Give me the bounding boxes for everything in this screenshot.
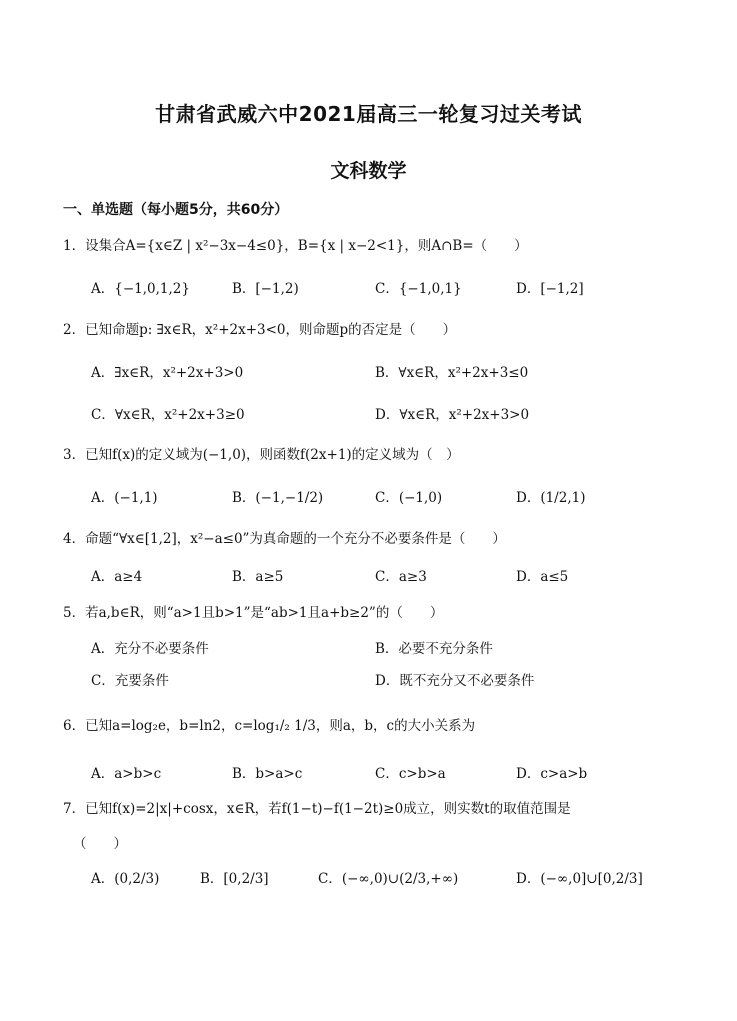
question-7-option-a: A．(0,2/3)	[91, 871, 160, 887]
question-7-option-c: C．(−∞,0)∪(2/3,+∞)	[318, 871, 459, 887]
exam-title: 甘肃省武威六中2021届高三一轮复习过关考试	[155, 102, 582, 126]
question-1-option-d: D．[−1,2]	[516, 281, 584, 297]
question-5-stem: 5．若a,b∈R，则“a>1且b>1”是“ab>1且a+b≥2”的（ ）	[63, 605, 444, 621]
question-4-option-a: A．a≥4	[91, 569, 143, 585]
question-1-stem: 1．设集合A={x∈Z | x²−3x−4≤0}，B={x | x−2<1}，则A∩B=（ ）	[63, 238, 528, 254]
section-heading: 一、单选题（每小题5分，共60分）	[63, 202, 289, 218]
question-3-stem: 3．已知f(x)的定义域为(−1,0)，则函数f(2x+1)的定义域为（ ）	[63, 447, 460, 463]
question-7-option-b: B．[0,2/3]	[200, 871, 269, 887]
question-3-option-c: C．(−1,0)	[375, 490, 443, 506]
question-2-option-a: A．∃x∈R，x²+2x+3>0	[91, 365, 244, 381]
question-6-option-a: A．a>b>c	[91, 766, 162, 782]
question-3-option-d: D．(1/2,1)	[516, 490, 586, 506]
question-4-option-b: B．a≥5	[232, 569, 284, 585]
question-3-option-a: A．(−1,1)	[91, 490, 158, 506]
question-7-stem: 7．已知f(x)=2|x|+cosx，x∈R，若f(1−t)−f(1−2t)≥0成立，则实数t的取值范围是	[63, 801, 571, 817]
question-6-option-b: B．b>a>c	[232, 766, 303, 782]
question-4-option-c: C．a≥3	[375, 569, 427, 585]
question-2-option-b: B．∀x∈R，x²+2x+3≤0	[375, 365, 529, 381]
question-5-option-d: D．既不充分又不必要条件	[375, 673, 535, 689]
question-1-option-b: B．[−1,2)	[232, 281, 299, 297]
question-4-stem: 4．命题“∀x∈[1,2]，x²−a≤0”为真命题的一个充分不必要条件是（ ）	[63, 531, 506, 547]
question-2-option-c: C．∀x∈R，x²+2x+3≥0	[91, 407, 245, 423]
question-5-option-b: B．必要不充分条件	[375, 641, 493, 657]
question-1-option-a: A．{−1,0,1,2}	[91, 281, 190, 297]
question-6-stem: 6．已知a=log₂e，b=ln2，c=log₁/₂ 1/3，则a，b，c的大小关系为	[63, 718, 476, 734]
question-7-option-d: D．(−∞,0]∪[0,2/3]	[516, 871, 643, 887]
question-6-option-d: D．c>a>b	[516, 766, 588, 782]
question-5-option-a: A．充分不必要条件	[91, 641, 209, 657]
question-7-answer-blank: （ ）	[73, 836, 127, 852]
question-3-option-b: B．(−1,−1/2)	[232, 490, 324, 506]
exam-subtitle: 文科数学	[330, 160, 407, 182]
question-2-stem: 2．已知命题p: ∃x∈R，x²+2x+3<0，则命题p的否定是（ ）	[63, 322, 457, 338]
question-5-option-c: C．充要条件	[91, 673, 169, 689]
question-4-option-d: D．a≤5	[516, 569, 569, 585]
question-6-option-c: C．c>b>a	[375, 766, 446, 782]
question-1-option-c: C．{−1,0,1}	[375, 281, 462, 297]
question-2-option-d: D．∀x∈R，x²+2x+3>0	[375, 407, 530, 423]
